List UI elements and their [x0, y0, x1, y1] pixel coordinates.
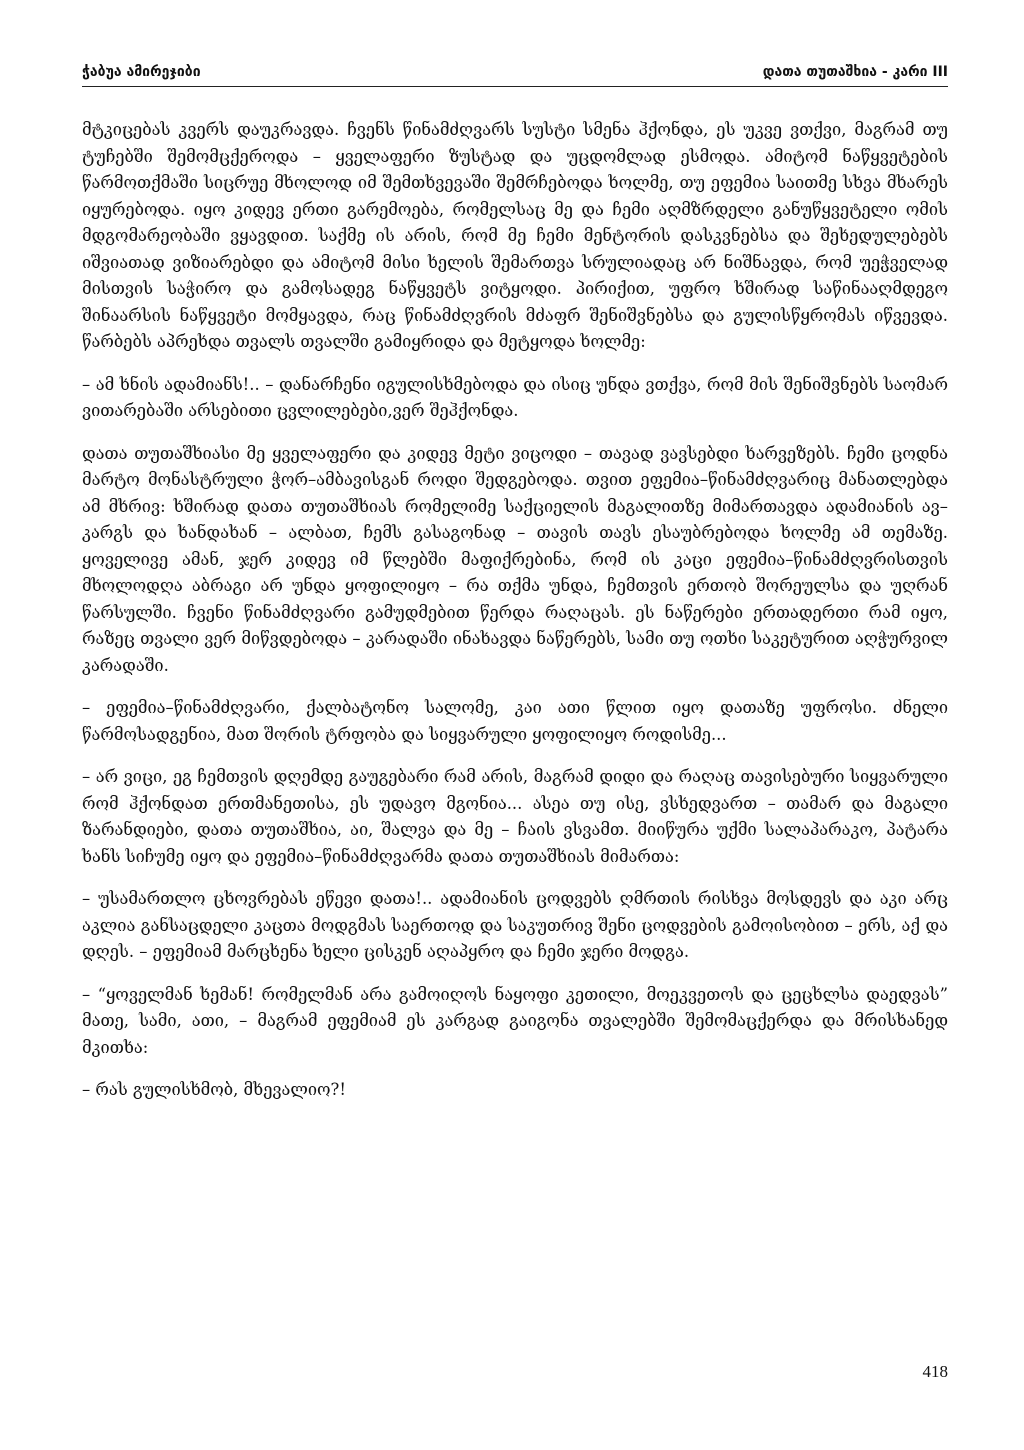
header-author: ჭაბუა ამირეჯიბი: [82, 64, 201, 80]
paragraph-7: – “ყოველმან ხემან! რომელმან არა გამოიღოს ნაყოფი კეთილი, მოეკვეთოს და ცეცხლსა დაედვას” მათე, სამი, ათი, – მაგრამ ეფემიამ ეს კარგად გაიგონა თვალებში შემომაცქერდა და მრისხანედ მკითხა:: [82, 984, 948, 1057]
paragraph-6: – უსამართლო ცხოვრებას ეწევი დათა!.. ადამიანის ცოდვებს ღმრთის რისხვა მოსდევს და აკი არც აკლია განსაცდელი კაცთა მოდგმას საერთოდ და საკუთრივ შენი ცოდვების გამოისობით – ერს, აქ და დღეს. – ეფემიამ მარცხენა ხელი ცისკენ აღაპყრო და ჩემი ჯერი მოდგა.: [82, 889, 948, 961]
header-book-title: დათა თუთაშხია - კარი III: [762, 64, 948, 80]
page-header: [82, 62, 948, 87]
paragraph-4: – ეფემია–წინამძღვარი, ქალბატონო სალომე, კაი ათი წლით იყო დათაზე უფროსი. ძნელი წარმოსადგენია, მათ შორის ტრფობა და სიყვარული ყოფილიყო როდისმე...: [82, 698, 948, 744]
page-body: [82, 117, 948, 1120]
paragraph-8: – რას გულისხმობ, მხევალიო?!: [82, 1080, 346, 1099]
paragraph-3: დათა თუთაშხიასი მე ყველაფერი და კიდევ მეტი ვიცოდი – თავად ვავსებდი ხარვეზებს. ჩემი ცოდნა მარტო მონასტრული ჭორ–ამბავისგან როდი შედგებოდა. თვით ეფემია–წინამძღვარიც მანათლებდა ამ მხრივ: ხშირად დათა თუთაშხიას რომელიმე საქციელის მაგალითზე მიმართავდა ადამიანის ავ–კარგს და ხანდახან – ალბათ, ჩემს გასაგონად – თავის თავს ესაუბრებოდა ხოლმე ამ თემაზე. ყოველივე ამან, ჯერ კიდევ იმ წლებში მაფიქრებინა, რომ ის კაცი ეფემია–წინამძღვრისთვის მხოლოდღა აბრაგი არ უნდა ყოფილიყო – რა თქმა უნდა, ჩემთვის ერთობ შორეულსა და უღრან წარსულში. ჩვენი წინამძღვარი გამუდმებით წერდა რაღაცას. ეს ნაწერები ერთადერთი რამ იყო, რაზეც თვალი ვერ მიწვდებოდა – კარადაში ინახავდა ნაწერებს, სამი თუ ოთხი საკეტურით აღჭურვილ კარადაში.: [82, 443, 948, 675]
page-number: 418: [922, 1362, 948, 1381]
paragraph-1: მტკიცებას კვერს დაუკრავდა. ჩვენს წინამძღვარს სუსტი სმენა ჰქონდა, ეს უკვე ვთქვი, მაგრამ თუ ტუჩებში შემომცქეროდა – ყველაფერი ზუსტად და უცდომლად ესმოდა. ამიტომ ნაწყვეტების წარმოთქმაში სიცრუე მხოლოდ იმ შემთხვევაში შემრჩებოდა ხოლმე, თუ ეფემია საითმე სხვა მხარეს იყურებოდა. იყო კიდევ ერთი გარემოება, რომელსაც მე და ჩემი აღმზრდელი განუწყვეტელი ომის მდგომარეობაში ვყავდით. საქმე ის არის, რომ მე ჩემი მენტორის დასკვნებსა და შეხედულებებს იშვიათად ვიზიარებდი და ამიტომ მისი ხელის შემართვა სრულიადაც არ ნიშნავდა, რომ უეჭველად მისთვის საჭირო და გამოსადეგ ნაწყვეტს ვიტყოდი. პირიქით, უფრო ხშირად საწინააღმდეგო შინაარსის ნაწყვეტი მომყავდა, რაც წინამძღვრის მძაფრ შენიშვნებსა და გულისწყრომას იწვევდა. წარბებს აპრეხდა თვალს თვალში გამიყრიდა და მეტყოდა ხოლმე:: [82, 120, 948, 351]
paragraph-5: – არ ვიცი, ეგ ჩემთვის დღემდე გაუგებარი რამ არის, მაგრამ დიდი და რაღაც თავისებური სიყვარული რომ ჰქონდათ ერთმანეთისა, ეს უდავო მგონია... ასეა თუ ისე, ვსხედვართ – თამარ და მაგალი ზარანდიები, დათა თუთაშხია, აი, შალვა და მე – ჩაის ვსვამთ. მიიწურა უქმი სალაპარაკო, პატარა ხანს სიჩუმე იყო და ეფემია–წინამძღვარმა დათა თუთაშხიას მიმართა:: [82, 767, 948, 866]
paragraph-2: – ამ ხნის ადამიანს!.. – დანარჩენი იგულისხმებოდა და ისიც უნდა ვთქვა, რომ მის შენიშვნებს საომარ ვითარებაში არსებითი ცვლილებები,ვერ შეჰქონდა.: [82, 374, 948, 420]
